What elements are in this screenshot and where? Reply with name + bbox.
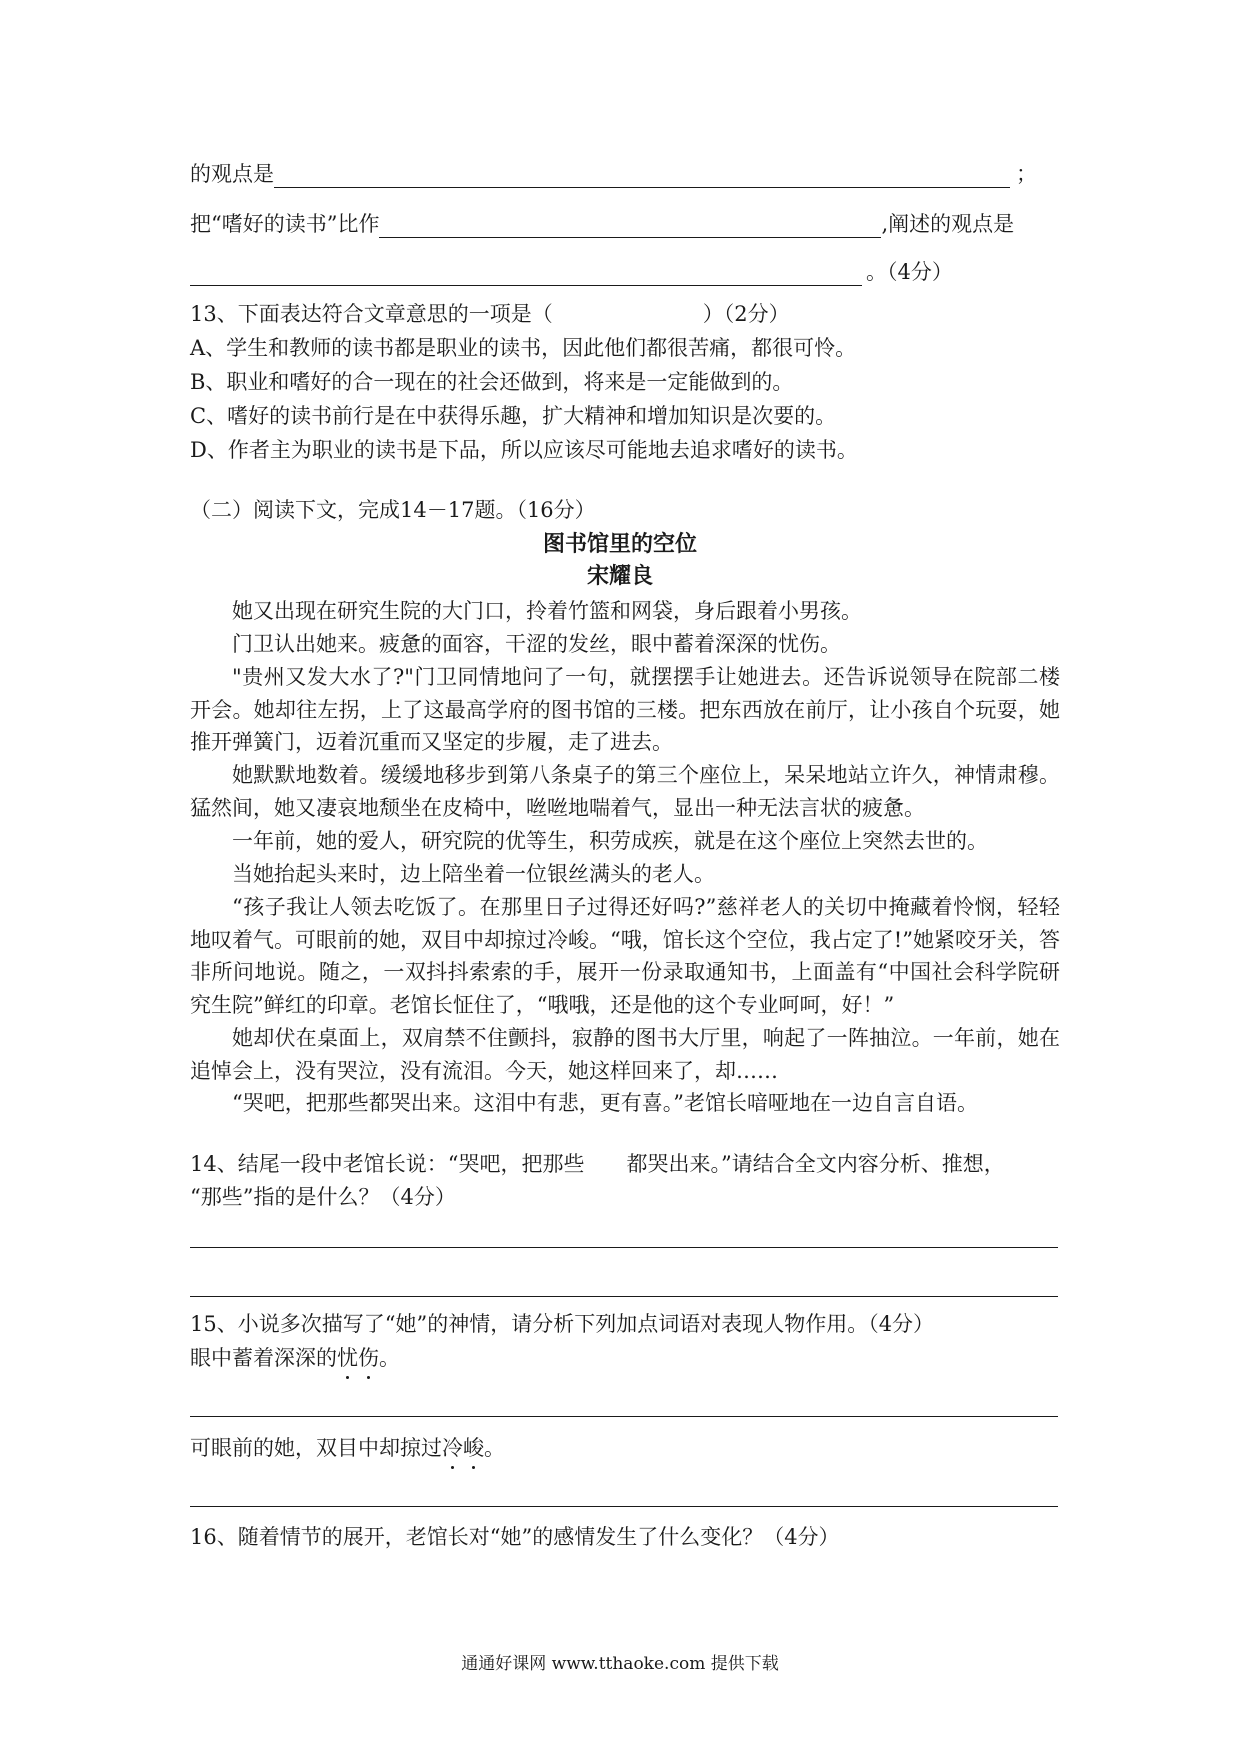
emphasis-dotted-char: 伤 — [358, 1346, 379, 1370]
q16-stem: 16、随着情节的展开，老馆长对“她”的感情发生了什么变化？（4分） — [190, 1525, 840, 1549]
story-paragraph: 门卫认出她来。疲惫的面容，干涩的发丝，眼中蓄着深深的忧伤。 — [232, 632, 841, 656]
answer-blank[interactable] — [274, 167, 1010, 188]
q12-line2-prefix: 把“嗜好的读书”比作 — [190, 212, 380, 236]
story-paragraph: "贵州又发大水了?"门卫同情地问了一句，就摆摆手让她进去。还告诉说领导在院部二楼开会。她却往左拐，上了这最高学府的图书馆的三楼。把东西放在前厅，让小孩自个玩耍，她推开弹簧门，迈着沉重而又坚定的步履，走了进去。 — [190, 665, 1060, 754]
section-heading: （二）阅读下文，完成14－17题。（16分） — [190, 498, 596, 522]
q13-option-b: B、职业和嗜好的合一现在的社会还做到，将来是一定能做到的。 — [190, 370, 794, 394]
q14-line1-a: 14、结尾一段中老馆长说：“哭吧，把那些 — [190, 1152, 585, 1176]
q12-line3-suffix: 。（4分） — [866, 260, 953, 284]
q15-item1-post: 。 — [379, 1346, 400, 1370]
q12-line-2 — [190, 210, 1014, 238]
q13-stem — [190, 300, 790, 328]
story-paragraph: “孩子我让人领去吃饭了。在那里日子过得还好吗?”慈祥老人的关切中掩藏着怜悯，轻轻地叹着气。可眼前的她，双目中却掠过冷峻。“哦，馆长这个空位，我占定了!”她紧咬牙关，答非所问地说。随之，一双抖抖索索的手，展开一份录取通知书，上面盖有“中国社会科学院研究生院”鲜红的印章。老馆长怔住了，“哦哦，还是他的这个专业呵呵，好！” — [190, 895, 1060, 1017]
story-paragraph: 她却伏在桌面上，双肩禁不住颤抖，寂静的图书大厅里，响起了一阵抽泣。一年前，她在追悼会上，没有哭泣，没有流泪。今天，她这样回来了，却…… — [190, 1026, 1060, 1083]
story-paragraph: 当她抬起头来时，边上陪坐着一位银丝满头的老人。 — [232, 862, 715, 886]
page-footer: 通通好课网 www.tthaoke.com 提供下载 — [461, 1654, 779, 1674]
article-author: 宋耀良 — [586, 564, 653, 589]
story-paragraph: “哭吧，把那些都哭出来。这泪中有悲，更有喜。”老馆长喑哑地在一边自言自语。 — [232, 1091, 978, 1115]
article-title: 图书馆里的空位 — [542, 532, 697, 557]
q12-line-1 — [190, 160, 1037, 188]
q15-item2-pre: 可眼前的她，双目中却掠过 — [190, 1436, 442, 1460]
q14-line-2: “那些”指的是什么？（4分） — [190, 1185, 456, 1209]
answer-blank[interactable] — [190, 265, 862, 286]
answer-line[interactable] — [190, 1506, 1058, 1507]
answer-line[interactable] — [190, 1416, 1058, 1417]
q15-stem: 15、小说多次描写了“她”的神情，请分析下列加点词语对表现人物作用。（4分） — [190, 1312, 935, 1336]
q12-line-3 — [190, 258, 953, 286]
q13-stem-a: 13、下面表达符合文章意思的一项是（ — [190, 302, 553, 326]
q15-item-2 — [190, 1434, 505, 1462]
emphasis-dotted-char: 峻 — [463, 1436, 484, 1460]
q15-item1-pre: 眼中蓄着深深的 — [190, 1346, 337, 1370]
emphasis-dotted-char: 冷 — [442, 1436, 463, 1460]
q12-line1-prefix: 的观点是 — [190, 162, 274, 186]
answer-line[interactable] — [190, 1247, 1058, 1248]
story-paragraph: 她默默地数着。缓缓地移步到第八条桌子的第三个座位上，呆呆地站立许久，神情肃穆。猛然间，她又凄哀地颓坐在皮椅中，咝咝地喘着气，显出一种无法言状的疲惫。 — [190, 763, 1060, 820]
q13-option-c: C、嗜好的读书前行是在中获得乐趣，扩大精神和增加知识是次要的。 — [190, 404, 837, 428]
story-paragraph: 一年前，她的爱人，研究院的优等生，积劳成疾，就是在这个座位上突然去世的。 — [232, 829, 988, 853]
answer-line[interactable] — [190, 1296, 1058, 1297]
q14-line1-b: 都哭出来。”请结合全文内容分析、推想， — [626, 1152, 1005, 1176]
q14-line-1 — [190, 1150, 1005, 1178]
emphasis-dotted-char: 忧 — [337, 1346, 358, 1370]
q12-line1-suffix: ； — [1016, 162, 1037, 186]
answer-blank[interactable] — [379, 217, 881, 238]
q12-line2-suffix: ,阐述的观点是 — [881, 212, 1015, 236]
q13-stem-b: ）（2分） — [702, 302, 790, 326]
q15-item-1 — [190, 1344, 400, 1372]
q13-option-d: D、作者主为职业的读书是下品，所以应该尽可能地去追求嗜好的读书。 — [190, 438, 858, 462]
q13-option-a: A、学生和教师的读书都是职业的读书，因此他们都很苦痛，都很可怜。 — [190, 336, 857, 360]
story-paragraph: 她又出现在研究生院的大门口，拎着竹篮和网袋，身后跟着小男孩。 — [232, 599, 862, 623]
q15-item2-post: 。 — [484, 1436, 505, 1460]
